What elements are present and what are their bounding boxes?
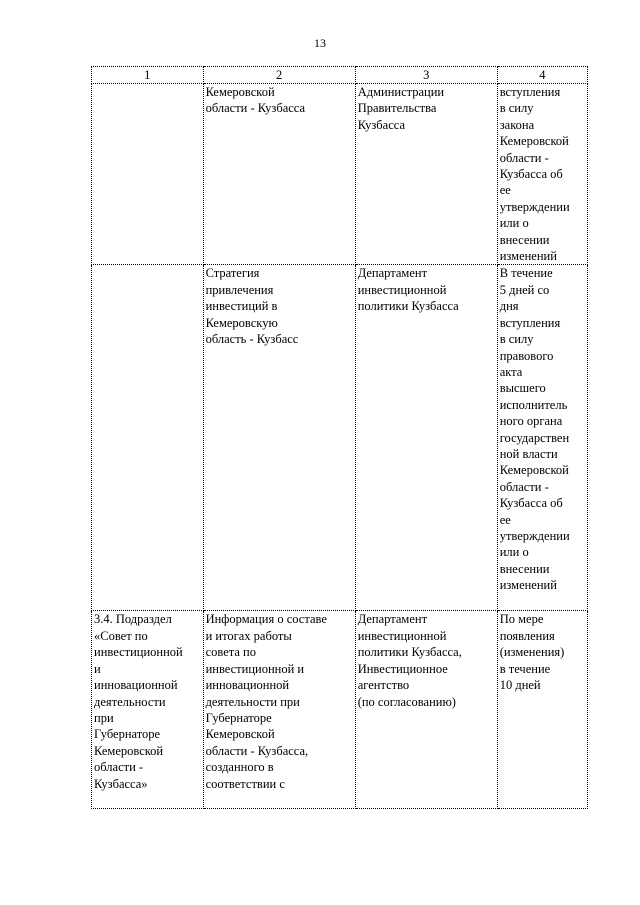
cell-text: По мере появления (изменения) в течение 10 дней: [499, 612, 565, 693]
table-cell: [497, 265, 587, 611]
column-header: 4: [497, 67, 587, 84]
table-row: [92, 265, 588, 611]
table-row: [92, 611, 588, 809]
cell-text: вступления в силу закона Кемеровской области - Кузбасса об ее утверждении или о внесении изменений: [499, 85, 570, 264]
table-cell: [497, 84, 587, 265]
table-cell: [92, 265, 204, 611]
cell-text: Информация о составе и итогах работы совета по инвестиционной и инновационной деятельности при Губернаторе Кемеровской области - Кузбасса, созданного в соответствии с: [205, 612, 327, 791]
table-cell: [497, 611, 587, 809]
cell-text: 3.4. Подраздел «Совет по инвестиционной и инновационной деятельности при Губернаторе Кемеровской области - Кузбасса»: [94, 612, 183, 791]
column-header: 2: [203, 67, 355, 84]
cell-text: Кемеровской области - Кузбасса: [205, 85, 306, 116]
table-cell: [92, 611, 204, 809]
cell-text: В течение 5 дней со дня вступления в силу правового акта высшего исполнитель ного органа государствен ной власти Кемеровской области - Кузбасса об ее утверждении или о внесении изменений: [499, 266, 570, 593]
table-cell: [355, 265, 497, 611]
cell-text: Стратегия привлечения инвестиций в Кемеровскую область - Кузбасс: [205, 266, 299, 347]
table-cell: [92, 84, 204, 265]
cell-text: Департамент инвестиционной политики Кузбасса, Инвестиционное агентство (по согласованию): [357, 612, 462, 709]
page-number: 13: [314, 36, 326, 50]
table-header-row: [92, 67, 588, 84]
document-table: [91, 66, 588, 809]
cell-text: Администрации Правительства Кузбасса: [357, 85, 445, 132]
cell-text: Департамент инвестиционной политики Кузбасса: [357, 266, 459, 314]
column-header: 3: [355, 67, 497, 84]
table-cell: [355, 611, 497, 809]
column-header: 1: [92, 67, 204, 84]
table-cell: [203, 265, 355, 611]
table-cell: [203, 84, 355, 265]
table-cell: [355, 84, 497, 265]
table-cell: [203, 611, 355, 809]
table-row: [92, 84, 588, 265]
